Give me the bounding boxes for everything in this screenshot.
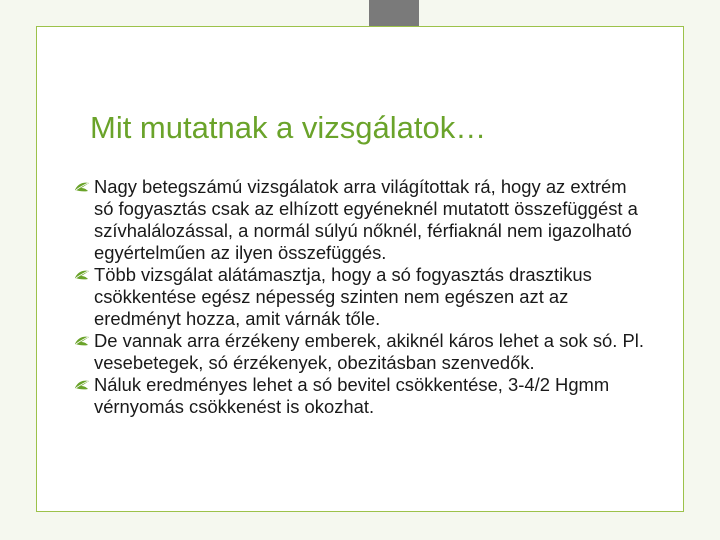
- leaf-bullet-icon: [74, 269, 90, 281]
- leaf-bullet-icon: [74, 181, 90, 193]
- bullet-text-2: Több vizsgálat alátámasztja, hogy a só fogyasztás drasztikus csökkentése egész népesség szinten nem egészen azt az eredményt hozza, amit várnák tőle.: [94, 264, 592, 329]
- leaf-bullet-icon: [74, 335, 90, 347]
- slide-title: Mit mutatnak a vizsgálatok…: [90, 110, 487, 145]
- bullet-item-3: [74, 330, 649, 374]
- bullet-item-4: [74, 374, 649, 418]
- bullet-item-2: [74, 264, 649, 330]
- bullet-text-1: Nagy betegszámú vizsgálatok arra világítottak rá, hogy az extrém só fogyasztás csak az elhízott egyéneknél mutatott összefüggést a szívhalálozással, a normál súlyú nőknél, férfiaknál nem igazolható egyértelműen az ilyen összefüggés.: [94, 176, 638, 263]
- bullet-list: [74, 176, 649, 418]
- bullet-text-3: De vannak arra érzékeny emberek, akiknél káros lehet a sok só. Pl. vesebetegek, só érzékenyek, obezitásban szenvedők.: [94, 330, 644, 373]
- bullet-text-4: Náluk eredményes lehet a só bevitel csökkentése, 3-4/2 Hgmm vérnyomás csökkenést is okozhat.: [94, 374, 610, 417]
- leaf-bullet-icon: [74, 379, 90, 391]
- bullet-item-1: [74, 176, 649, 264]
